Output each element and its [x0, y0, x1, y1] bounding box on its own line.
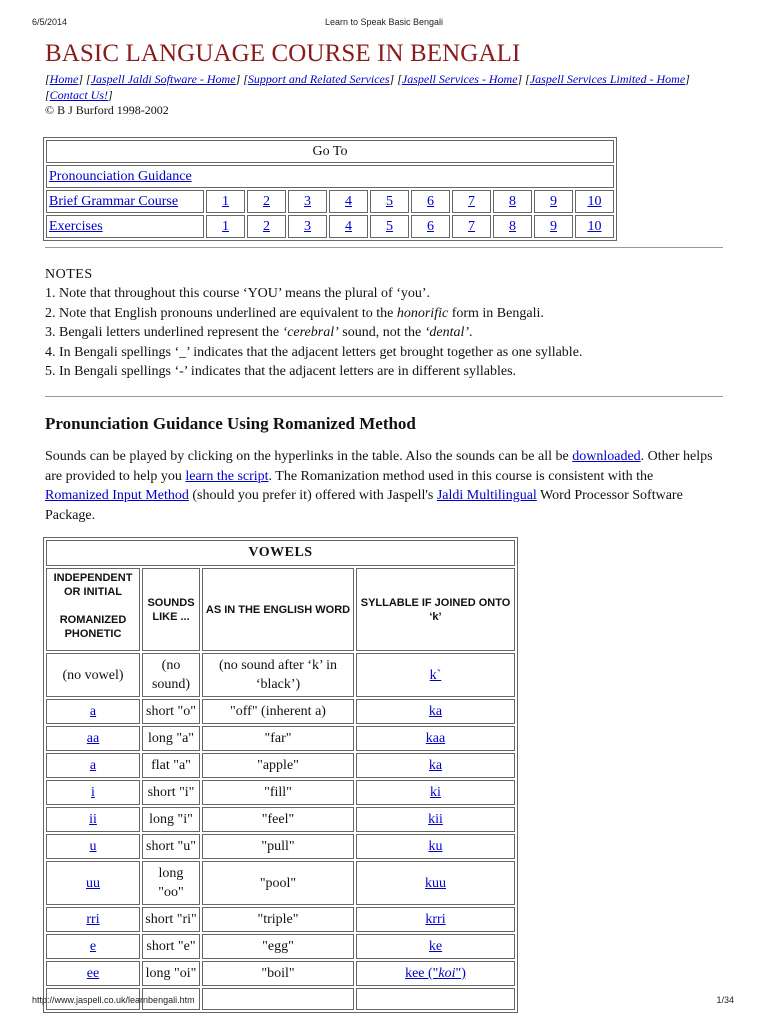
nav-link-jaldi-software[interactable]: Jaspell Jaldi Software - Home	[90, 72, 236, 86]
exercise-link-7[interactable]: 7	[468, 218, 475, 234]
nav-links: [Home] [Jaspell Jaldi Software - Home] [Support and Related Services] [Jaspell Services - Home] [Jaspell Services Limited - Home] [Contact Us!]	[45, 72, 690, 102]
intro-paragraph: Sounds can be played by clicking on the hyperlinks in the table. Also the sounds can be all be downloaded. Other helps are provided to help you learn the script. The Romanization method used in this course is consistent with the Romanized Input Method (should you prefer it) offered with Jaspell's Jaldi Multilingual Word Processor Software Package.	[45, 448, 713, 523]
goto-exercises-link[interactable]: Exercises	[49, 218, 103, 234]
divider	[45, 247, 723, 248]
table-row: i short "i" "fill" ki	[46, 780, 515, 805]
sound-link[interactable]: krri	[425, 911, 446, 927]
learn-script-link[interactable]: learn the script	[185, 468, 269, 484]
goto-grammar-link[interactable]: Brief Grammar Course	[49, 193, 179, 209]
print-header	[0, 17, 768, 29]
exercise-link-9[interactable]: 9	[550, 218, 557, 234]
sound-link[interactable]: k`	[429, 667, 442, 683]
table-row: ii long "i" "feel" kii	[46, 807, 515, 832]
exercise-link-8[interactable]: 8	[509, 218, 516, 234]
table-row: e short "e" "egg" ke	[46, 934, 515, 959]
jaldi-multilingual-link[interactable]: Jaldi Multilingual	[436, 488, 537, 504]
exercise-link-4[interactable]: 4	[345, 218, 352, 234]
sound-link[interactable]: kuu	[425, 875, 446, 891]
grammar-link-9[interactable]: 9	[550, 193, 557, 209]
sound-link[interactable]: a	[89, 757, 97, 773]
nav-link-jaspell-services-limited[interactable]: Jaspell Services Limited - Home	[529, 72, 686, 86]
copyright: © B J Burford 1998-2002	[45, 103, 169, 117]
exercise-link-6[interactable]: 6	[427, 218, 434, 234]
table-row: rri short "ri" "triple" krri	[46, 907, 515, 932]
table-row: uu long "oo" "pool" kuu	[46, 861, 515, 905]
sound-link[interactable]: i	[91, 784, 95, 800]
notes-title: NOTES	[45, 267, 93, 282]
sound-link[interactable]: aa	[86, 730, 100, 746]
sound-link[interactable]: kee ("koi")	[405, 965, 466, 981]
sound-link[interactable]: uu	[86, 875, 100, 891]
note-4: 4. In Bengali spellings ‘_’ indicates that the adjacent letters get brought together as one syllable.	[45, 344, 583, 360]
page-content	[45, 38, 723, 1013]
goto-pronunciation-cell	[46, 165, 614, 188]
nav-link-contact[interactable]: Contact Us!	[49, 88, 109, 102]
grammar-link-7[interactable]: 7	[468, 193, 475, 209]
vowels-title: VOWELS	[46, 540, 515, 566]
grammar-link-6[interactable]: 6	[427, 193, 434, 209]
table-row: u short "u" "pull" ku	[46, 834, 515, 859]
exercise-link-5[interactable]: 5	[386, 218, 393, 234]
sound-link[interactable]: u	[89, 838, 97, 854]
grammar-link-8[interactable]: 8	[509, 193, 516, 209]
grammar-link-2[interactable]: 2	[263, 193, 270, 209]
sound-link[interactable]: ke	[428, 938, 443, 954]
grammar-link-5[interactable]: 5	[386, 193, 393, 209]
table-row: (no vowel) (no sound) (no sound after ‘k’ in ‘black’) k`	[46, 653, 515, 697]
goto-grammar-row	[46, 190, 614, 213]
note-1: 1. Note that throughout this course ‘YOU’ means the plural of ‘you’.	[45, 286, 431, 301]
goto-exercises-row	[46, 215, 614, 238]
exercise-link-10[interactable]: 10	[587, 218, 602, 234]
print-date: 6/5/2014	[32, 17, 68, 27]
sound-link[interactable]: ii	[89, 811, 97, 827]
goto-grammar-cell	[46, 190, 204, 213]
exercise-link-3[interactable]: 3	[304, 218, 311, 234]
sound-link[interactable]: kii	[428, 811, 443, 827]
table-row: ee long "oi" "boil" kee ("koi")	[46, 961, 515, 986]
print-footer	[0, 995, 768, 1007]
goto-table	[43, 137, 617, 241]
exercise-link-2[interactable]: 2	[263, 218, 270, 234]
page-title: BASIC LANGUAGE COURSE IN BENGALI	[45, 40, 521, 67]
table-row: aa long "a" "far" kaa	[46, 726, 515, 751]
col-header-syllable: SYLLABLE IF JOINED ONTO ‘k’	[356, 568, 515, 651]
goto-pronunciation-link[interactable]: Pronounciation Guidance	[49, 168, 192, 184]
col-header-english-word: AS IN THE ENGLISH WORD	[202, 568, 354, 651]
nav-link-jaspell-services[interactable]: Jaspell Services - Home	[401, 72, 518, 86]
nav-link-home[interactable]: Home	[49, 72, 79, 86]
note-5: 5. In Bengali spellings ‘-’ indicates that the adjacent letters are in different syllables.	[45, 364, 517, 380]
grammar-link-3[interactable]: 3	[304, 193, 311, 209]
sound-link[interactable]: kaa	[425, 730, 446, 746]
col-header-sounds-like: SOUNDS LIKE ...	[142, 568, 200, 651]
downloaded-link[interactable]: downloaded	[572, 448, 641, 464]
print-page-title: Learn to Speak Basic Bengali	[324, 17, 444, 27]
sound-link[interactable]: a	[89, 703, 97, 719]
nav-link-support[interactable]: Support and Related Services	[247, 72, 390, 86]
grammar-link-1[interactable]: 1	[222, 193, 229, 209]
goto-title: Go To	[46, 140, 614, 163]
sound-link[interactable]: e	[89, 938, 97, 954]
table-row: a flat "a" "apple" ka	[46, 753, 515, 778]
sound-link[interactable]: ku	[428, 838, 443, 854]
exercise-link-1[interactable]: 1	[222, 218, 229, 234]
divider	[45, 396, 723, 397]
grammar-link-10[interactable]: 10	[587, 193, 602, 209]
romanized-input-link[interactable]: Romanized Input Method	[45, 488, 189, 504]
sound-link[interactable]: ee	[86, 965, 100, 981]
sound-link[interactable]: rri	[86, 911, 100, 927]
sound-link[interactable]: ka	[428, 757, 443, 773]
print-url: http://www.jaspell.co.uk/learnbengali.htm	[32, 995, 195, 1005]
vowels-table	[43, 537, 518, 1013]
sound-link[interactable]: ki	[430, 784, 441, 800]
note-3: 3. Bengali letters underlined represent the ‘cerebral’ sound, not the ‘dental’.	[45, 325, 473, 341]
note-2: 2. Note that English pronouns underlined are equivalent to the honorific form in Bengali.	[45, 305, 544, 321]
table-row: a short "o" "off" (inherent a) ka	[46, 699, 515, 724]
section-heading: Pronunciation Guidance Using Romanized Method	[45, 413, 416, 433]
grammar-link-4[interactable]: 4	[345, 193, 352, 209]
goto-exercises-cell	[46, 215, 204, 238]
sound-link[interactable]: ka	[428, 703, 443, 719]
col-header-independent: INDEPENDENT OR INITIAL ROMANIZED PHONETIC	[46, 568, 140, 651]
vowels-header-row	[46, 568, 515, 651]
print-page-count: 1/34	[716, 995, 734, 1005]
